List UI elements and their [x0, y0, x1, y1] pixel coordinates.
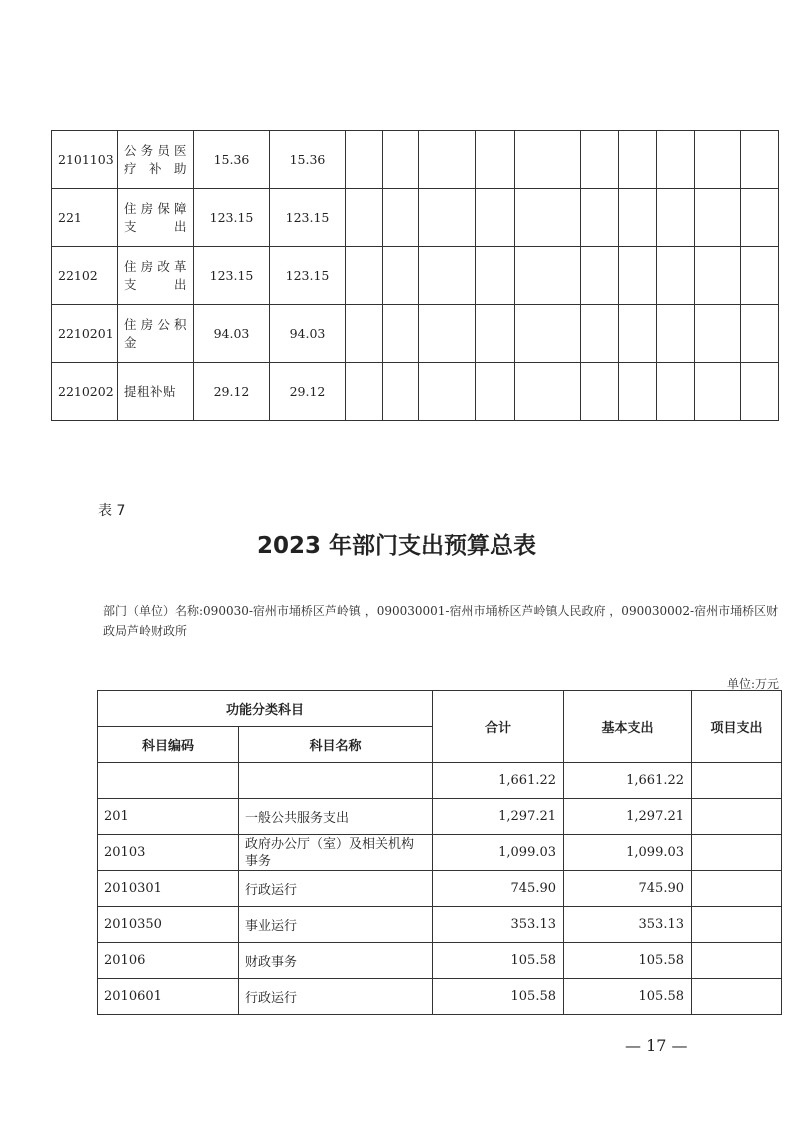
- subject-name: 提租补贴: [118, 363, 194, 421]
- amount-project: [692, 799, 782, 835]
- amount-total: 94.03: [194, 305, 270, 363]
- header-project-expenditure: 项目支出: [692, 691, 782, 763]
- subject-code: 2010350: [98, 907, 239, 943]
- amount-total: 29.12: [194, 363, 270, 421]
- subject-code: 2010301: [98, 871, 239, 907]
- expense-detail-table-continued: [51, 130, 779, 421]
- subject-name: 住房改革支出: [118, 247, 194, 305]
- amount-basic: 29.12: [270, 363, 346, 421]
- amount-total: 1,297.21: [433, 799, 564, 835]
- amount-total: 353.13: [433, 907, 564, 943]
- table-row: [98, 871, 782, 907]
- subject-name: 行政运行: [239, 979, 433, 1015]
- table-number-label: 表 7: [98, 503, 126, 519]
- amount-basic: 105.58: [564, 943, 692, 979]
- amount-basic: 1,661.22: [564, 763, 692, 799]
- amount-total: 105.58: [433, 979, 564, 1015]
- table-row: [98, 943, 782, 979]
- subject-code: [98, 763, 239, 799]
- amount-project: [692, 943, 782, 979]
- subject-code: 2101103: [52, 131, 118, 189]
- subject-name: 事业运行: [239, 907, 433, 943]
- subject-code: 221: [52, 189, 118, 247]
- table-row: [98, 979, 782, 1015]
- amount-total: 123.15: [194, 247, 270, 305]
- header-function-classification: 功能分类科目: [98, 691, 433, 727]
- amount-basic: 94.03: [270, 305, 346, 363]
- subject-name: 行政运行: [239, 871, 433, 907]
- amount-total: 1,661.22: [433, 763, 564, 799]
- table-row: [52, 363, 779, 421]
- page-number: — 17 —: [625, 1036, 688, 1055]
- page-title: 2023 年部门支出预算总表: [256, 533, 537, 559]
- subject-name: 公务员医疗补助: [118, 131, 194, 189]
- unit-label: 单位:万元: [726, 677, 779, 691]
- subject-code: 20106: [98, 943, 239, 979]
- header-subject-name: 科目名称: [239, 727, 433, 763]
- subject-code: 20103: [98, 835, 239, 871]
- amount-basic: 1,099.03: [564, 835, 692, 871]
- table-row: [98, 763, 782, 799]
- subject-code: 2010601: [98, 979, 239, 1015]
- table-row: [98, 835, 782, 871]
- amount-basic: 353.13: [564, 907, 692, 943]
- table-row: [98, 907, 782, 943]
- table-row: [52, 305, 779, 363]
- budget-summary-table: [97, 690, 782, 1015]
- header-total: 合计: [433, 691, 564, 763]
- subject-code: 2210201: [52, 305, 118, 363]
- amount-total: 123.15: [194, 189, 270, 247]
- subject-name: 政府办公厅（室）及相关机构事务: [239, 835, 433, 871]
- subject-code: 22102: [52, 247, 118, 305]
- amount-project: [692, 979, 782, 1015]
- table-row: [98, 799, 782, 835]
- header-subject-code: 科目编码: [98, 727, 239, 763]
- amount-basic: 123.15: [270, 247, 346, 305]
- subject-code: 201: [98, 799, 239, 835]
- table-row: [52, 131, 779, 189]
- amount-basic: 745.90: [564, 871, 692, 907]
- header-basic-expenditure: 基本支出: [564, 691, 692, 763]
- subject-name: 一般公共服务支出: [239, 799, 433, 835]
- subject-code: 2210202: [52, 363, 118, 421]
- amount-basic: 15.36: [270, 131, 346, 189]
- amount-project: [692, 871, 782, 907]
- amount-project: [692, 835, 782, 871]
- department-name-line: 部门（单位）名称:090030-宿州市埇桥区芦岭镇 ，090030001-宿州市埇桥区芦岭镇人民政府 ，090030002-宿州市埇桥区财政局芦岭财政所: [103, 604, 779, 638]
- subject-name: 财政事务: [239, 943, 433, 979]
- amount-total: 745.90: [433, 871, 564, 907]
- amount-basic: 1,297.21: [564, 799, 692, 835]
- subject-name: 住房保障支出: [118, 189, 194, 247]
- amount-total: 105.58: [433, 943, 564, 979]
- amount-total: 15.36: [194, 131, 270, 189]
- amount-basic: 105.58: [564, 979, 692, 1015]
- subject-name: [239, 763, 433, 799]
- amount-project: [692, 763, 782, 799]
- subject-name: 住房公积金: [118, 305, 194, 363]
- table-row: [52, 189, 779, 247]
- amount-total: 1,099.03: [433, 835, 564, 871]
- amount-basic: 123.15: [270, 189, 346, 247]
- table-row: [52, 247, 779, 305]
- amount-project: [692, 907, 782, 943]
